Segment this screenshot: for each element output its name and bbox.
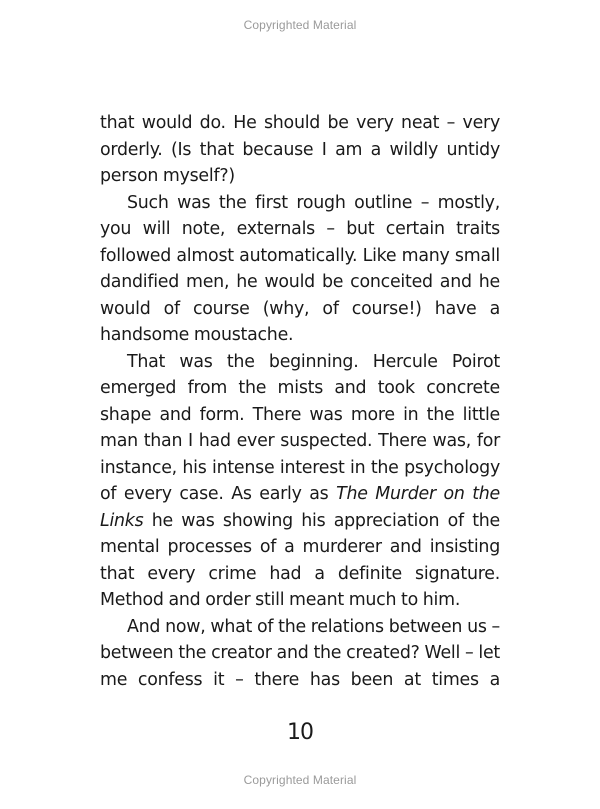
page-number: 10	[287, 720, 313, 745]
paragraph-1: that would do. He should be very neat – very orderly. (Is that because I am a wildly untidy person myself?)	[100, 113, 500, 186]
paragraph-4: And now, what of the relations between us – between the creator and the created? Well – let me confess it – there has been at times a	[100, 616, 500, 690]
copyright-watermark-bottom: Copyrighted Material	[243, 773, 357, 787]
paragraph-3-text-end: he was showing his appreciation of the mental processes of a murderer and insisting that every crime had a definite signature. Method and order still meant much to him.	[100, 510, 500, 610]
paragraph-2: Such was the first rough outline – mostly, you will note, externals – but certain traits followed almost automatically. Like many small dandified men, he would be conceited and he would of course (why, of course!) have a handsome moustache.	[100, 192, 500, 345]
page-body-text	[100, 110, 500, 693]
book-title-italic: The Murder on the Links	[100, 484, 500, 531]
paragraph-3-text-start: That was the beginning. Hercule Poirot emerged from the mists and took concrete shape and form. There was more in the little man than I had ever suspected. There was, for instance, his intense interest in the psychology of every case. As early as	[100, 351, 500, 504]
paragraph-3	[100, 349, 500, 614]
copyright-watermark-top: Copyrighted Material	[243, 18, 357, 32]
